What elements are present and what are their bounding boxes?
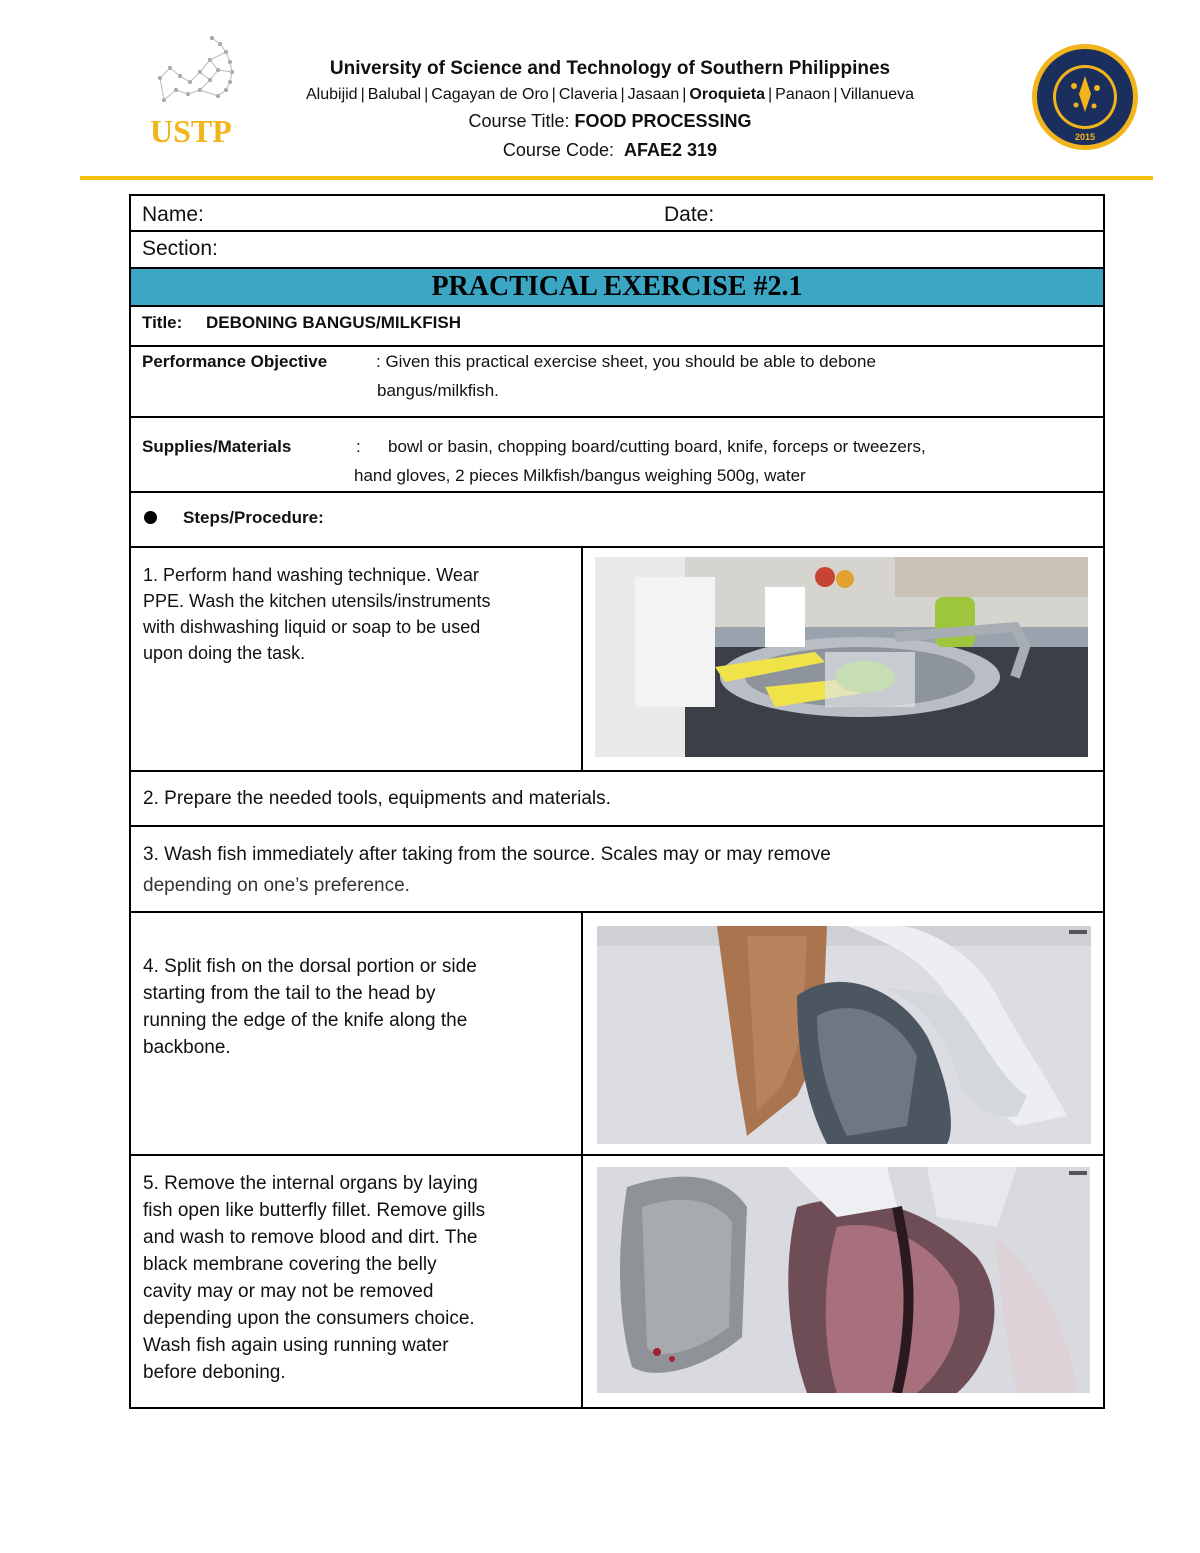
objective-label: Performance Objective — [142, 352, 328, 371]
step-5-line: and wash to remove blood and dirt. The — [143, 1227, 478, 1248]
step-4-line: starting from the tail to the head by — [143, 983, 436, 1004]
step-1-line: upon doing the task. — [143, 643, 306, 663]
course-code — [250, 140, 970, 161]
step-5-line: cavity may or may not be removed — [143, 1281, 434, 1302]
step-5-line: Remove the internal organs by laying — [164, 1173, 478, 1194]
step-5-line: Wash fish again using running water — [143, 1335, 449, 1356]
step-3-line: Wash fish immediately after taking from the source. Scales may or may remove — [164, 844, 831, 865]
supplies-colon: : — [356, 437, 361, 456]
step-4-text — [143, 953, 573, 1061]
campus-list — [250, 86, 970, 104]
step-4-row — [129, 913, 1105, 1156]
step-5-line: before deboning. — [143, 1362, 286, 1383]
supplies-label: Supplies/Materials — [142, 437, 292, 456]
step-2-text — [143, 786, 611, 812]
step-5-row — [129, 1156, 1105, 1409]
objective-line-1: : Given this practical exercise sheet, you should be able to debone — [376, 352, 876, 371]
name-date-row — [129, 194, 1105, 232]
supplies-line-1: bowl or basin, chopping board/cutting board, knife, forceps or tweezers, — [388, 437, 926, 456]
step-1-text — [143, 562, 573, 666]
supplies-row — [129, 418, 1105, 493]
step-5-line: fish open like butterfly fillet. Remove gills — [143, 1200, 486, 1221]
hand-washing-photo — [595, 557, 1088, 757]
exercise-heading-row — [129, 269, 1105, 307]
step-3-number: 3. — [143, 844, 159, 865]
course-code-label: Course Code: — [502, 140, 614, 160]
campus-separator: | — [833, 86, 838, 103]
step-5-number: 5. — [143, 1173, 159, 1194]
step-3-line: depending on one’s preference. — [143, 875, 410, 896]
header-divider — [80, 176, 1153, 180]
gutting-fish-photo — [597, 1167, 1090, 1393]
step-1-row — [129, 548, 1105, 772]
campus-name: Oroquieta — [689, 86, 765, 103]
course-title-value: FOOD PROCESSING — [574, 111, 752, 131]
section-row — [129, 232, 1105, 269]
step-1-number: 1. — [143, 565, 159, 585]
department-seal — [1030, 42, 1140, 152]
supplies-line-2: hand gloves, 2 pieces Milkfish/bangus weighing 500g, water — [354, 466, 806, 485]
step-3-text — [143, 839, 831, 901]
step-1-line: PPE. Wash the kitchen utensils/instruments — [143, 591, 491, 611]
title-row — [129, 307, 1105, 347]
campus-name: Claveria — [558, 86, 618, 103]
date-label: Date: — [664, 203, 715, 226]
step-4-line: Split fish on the dorsal portion or side — [164, 956, 477, 977]
step-5-text — [143, 1170, 573, 1386]
step-1-line: with dishwashing liquid or soap to be used — [143, 617, 481, 637]
step-2-row — [129, 772, 1105, 827]
campus-separator: | — [767, 86, 773, 103]
course-title-label: Course Title: — [468, 111, 570, 131]
university-name: University of Science and Technology of Southern Philippines — [329, 58, 891, 79]
objective-row — [129, 347, 1105, 418]
step-4-line: running the edge of the knife along the — [143, 1010, 468, 1031]
step-5-line: depending upon the consumers choice. — [143, 1308, 475, 1329]
course-title — [250, 111, 970, 132]
exercise-heading: PRACTICAL EXERCISE #2.1 — [431, 271, 803, 302]
steps-heading-row — [129, 493, 1105, 548]
step-2-number: 2. — [143, 788, 159, 809]
campus-separator: | — [360, 86, 365, 103]
step-4-line: backbone. — [143, 1037, 231, 1058]
svg-text:2015: 2015 — [1074, 132, 1096, 142]
campus-name: Panaon — [775, 86, 831, 103]
campus-separator: | — [551, 86, 556, 103]
splitting-fish-photo — [597, 926, 1091, 1144]
ustp-logo — [140, 30, 260, 150]
step-2-line: Prepare the needed tools, equipments and materials. — [164, 788, 611, 809]
title-label: Title: — [142, 313, 183, 332]
campus-name: Villanueva — [840, 86, 915, 103]
steps-label: Steps/Procedure: — [183, 508, 324, 527]
campus-name: Alubijid — [305, 86, 358, 103]
step-1-line: Perform hand washing technique. Wear — [163, 565, 479, 585]
section-label: Section: — [142, 237, 218, 260]
step-5-line: black membrane covering the belly — [143, 1254, 437, 1275]
title-value: DEBONING BANGUS/MILKFISH — [206, 313, 461, 332]
campus-name: Balubal — [367, 86, 422, 103]
campus-separator: | — [682, 86, 687, 103]
bullet-icon — [144, 511, 157, 524]
campus-separator: | — [620, 86, 625, 103]
course-code-value: AFAE2 319 — [624, 140, 718, 160]
objective-line-2: bangus/milkfish. — [377, 381, 499, 400]
campus-name: Jasaan — [627, 86, 680, 103]
step-3-row — [129, 827, 1105, 913]
svg-text:USTP: USTP — [150, 113, 232, 149]
step-4-number: 4. — [143, 956, 159, 977]
name-label: Name: — [142, 203, 204, 226]
campus-name: Cagayan de Oro — [431, 86, 549, 103]
campus-separator: | — [424, 86, 429, 103]
